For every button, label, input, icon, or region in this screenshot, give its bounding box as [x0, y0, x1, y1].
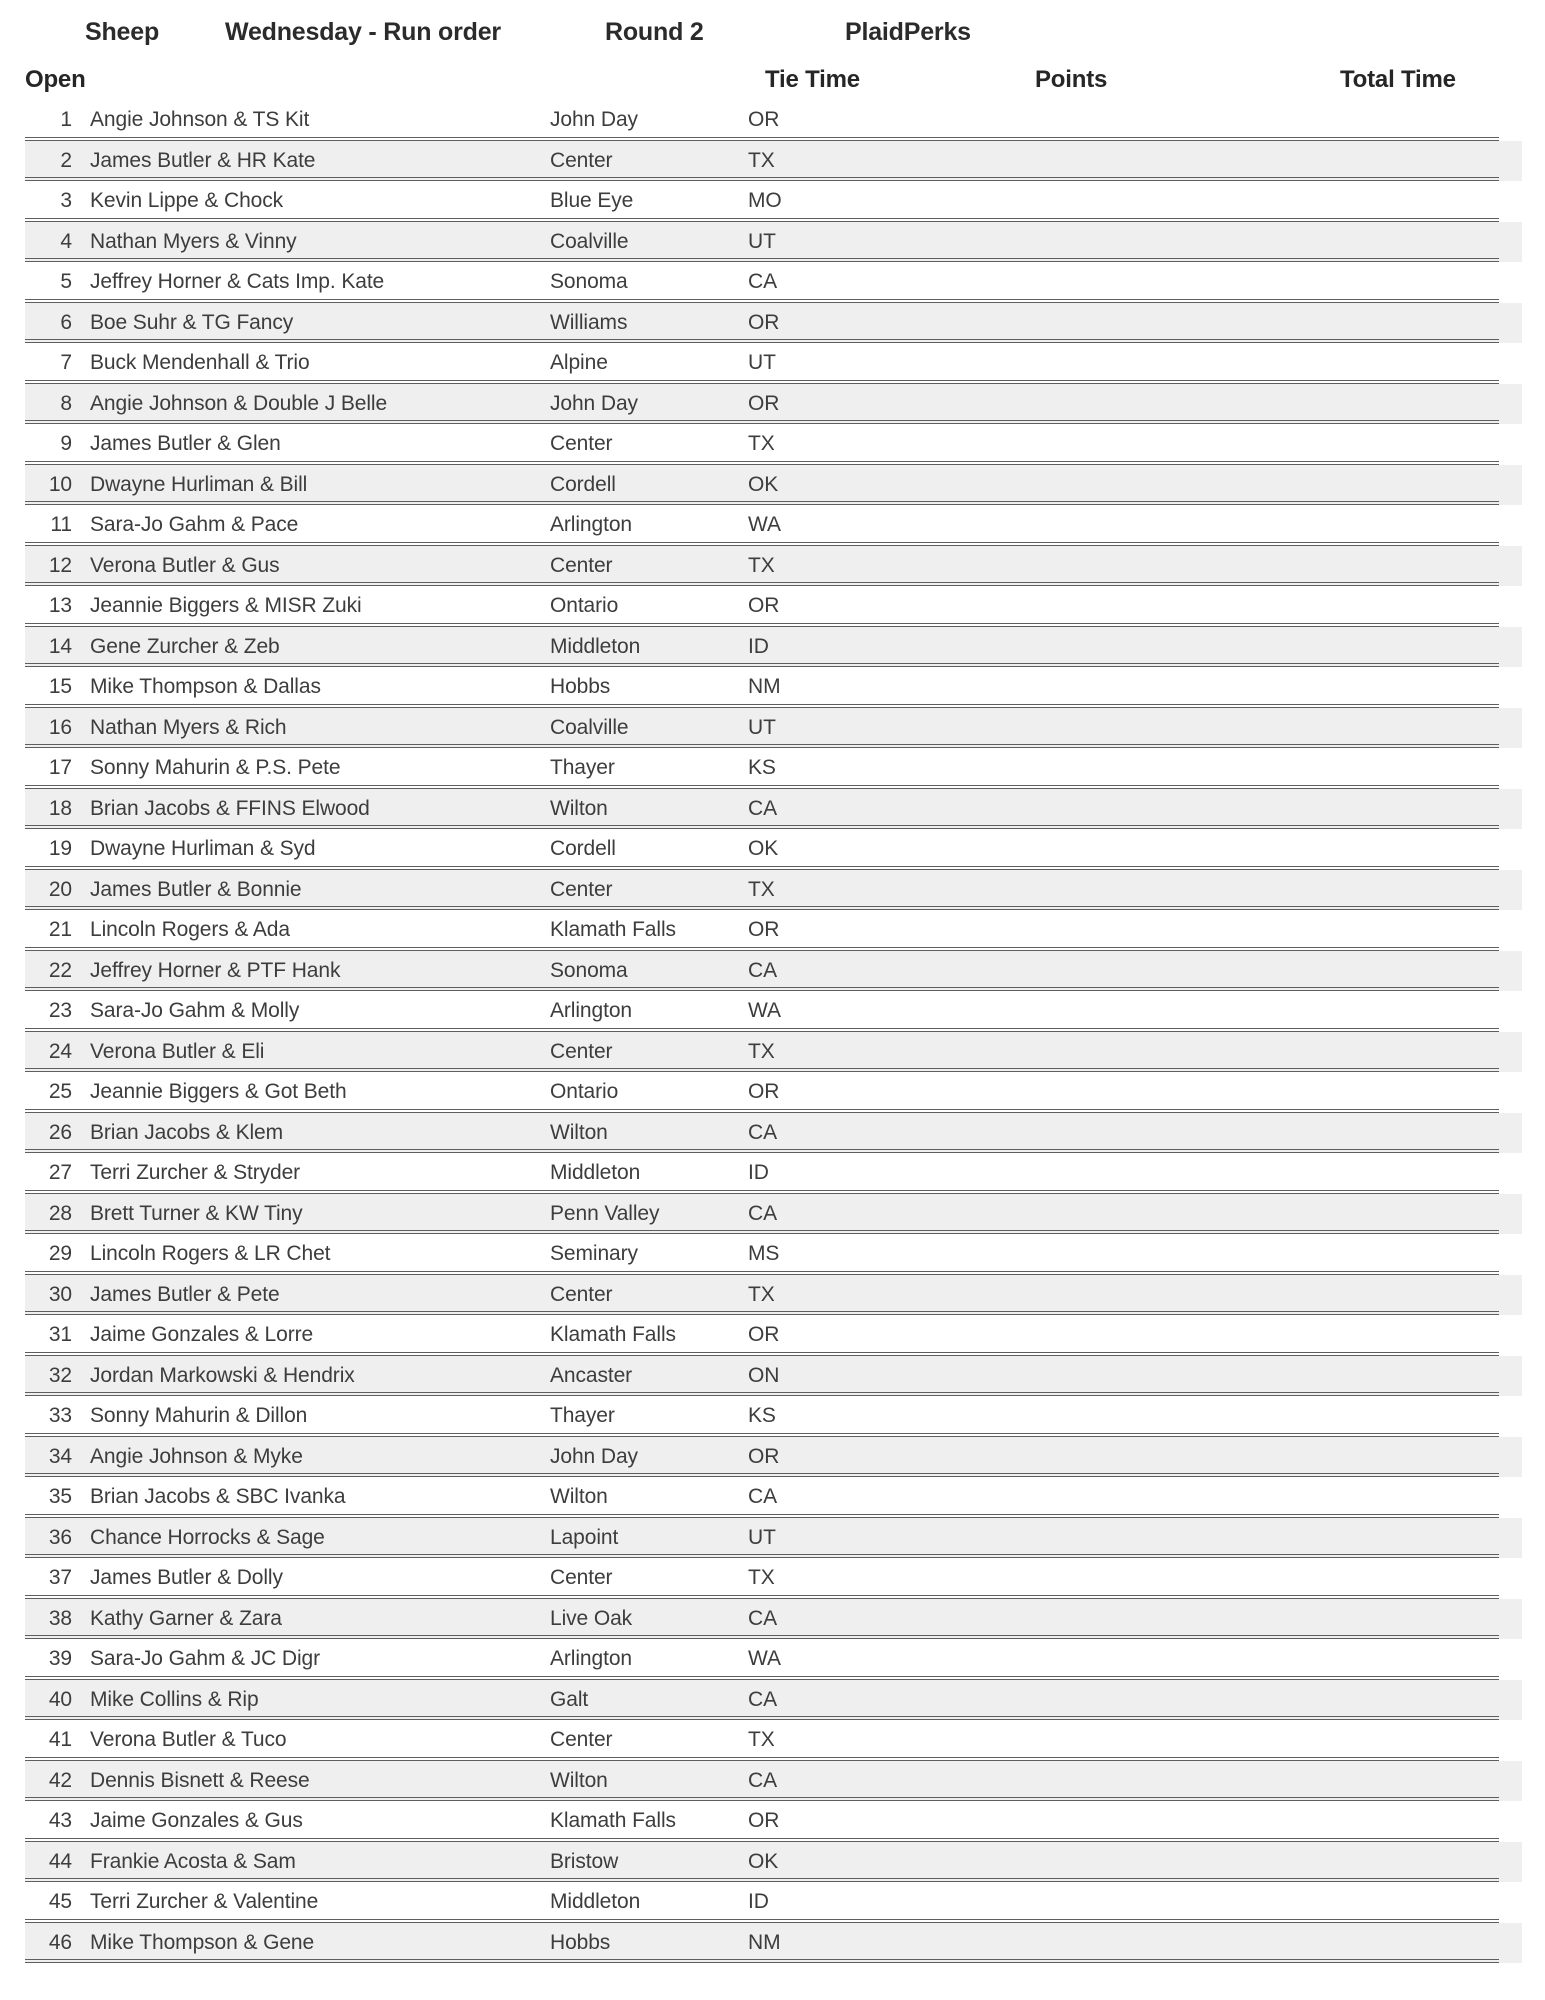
state: CA	[748, 1201, 777, 1225]
team-name: Sara-Jo Gahm & Molly	[90, 999, 300, 1023]
team-name: James Butler & Dolly	[90, 1566, 283, 1590]
row-number: 43	[48, 1809, 72, 1833]
state: OR	[748, 918, 780, 942]
run-order-row	[25, 1477, 1522, 1518]
run-order-row	[25, 1842, 1522, 1883]
city: Arlington	[550, 999, 632, 1023]
row-number: 5	[60, 270, 72, 294]
row-number: 21	[48, 918, 72, 942]
team-name: Brian Jacobs & Klem	[90, 1120, 284, 1144]
state: OR	[748, 1323, 780, 1347]
team-name: Lincoln Rogers & Ada	[90, 918, 290, 942]
run-order-row	[25, 424, 1522, 465]
state: ID	[748, 634, 769, 658]
team-name: Verona Butler & Gus	[90, 553, 280, 577]
city: Hobbs	[550, 1930, 611, 1954]
city: Wilton	[550, 1120, 608, 1144]
city: Arlington	[550, 513, 632, 537]
city: Bristow	[550, 1849, 619, 1873]
run-order-row	[25, 586, 1522, 627]
run-order-row	[25, 1032, 1522, 1073]
team-name: James Butler & Pete	[90, 1282, 280, 1306]
row-number: 27	[48, 1161, 72, 1185]
run-order-row	[25, 1275, 1522, 1316]
run-order-row	[25, 627, 1522, 668]
city: Center	[550, 877, 613, 901]
row-number: 19	[48, 837, 72, 861]
state: NM	[748, 675, 781, 699]
city: Seminary	[550, 1242, 638, 1266]
row-number: 10	[48, 472, 72, 496]
state: TX	[748, 877, 775, 901]
city: Center	[550, 432, 613, 456]
city: Live Oak	[550, 1606, 633, 1630]
row-number: 1	[60, 108, 72, 132]
row-number: 26	[48, 1120, 72, 1144]
team-name: Terri Zurcher & Stryder	[90, 1161, 301, 1185]
team-name: Jaime Gonzales & Gus	[90, 1809, 303, 1833]
row-number: 31	[48, 1323, 72, 1347]
city: John Day	[550, 391, 638, 415]
state: NM	[748, 1930, 781, 1954]
run-order-row	[25, 1234, 1522, 1275]
city: Wilton	[550, 1768, 608, 1792]
run-order-row	[25, 667, 1522, 708]
column-header-total-time: Total Time	[1340, 66, 1456, 93]
city: Alpine	[550, 351, 608, 375]
row-number: 12	[48, 553, 72, 577]
run-order-row	[25, 1153, 1522, 1194]
row-number: 15	[48, 675, 72, 699]
team-name: Angie Johnson & Double J Belle	[90, 391, 388, 415]
team-name: Kathy Garner & Zara	[90, 1606, 282, 1630]
row-number: 44	[48, 1849, 72, 1873]
run-order-row	[25, 1599, 1522, 1640]
state: UT	[748, 229, 776, 253]
run-order-row	[25, 343, 1522, 384]
state: OK	[748, 837, 779, 861]
run-order-row	[25, 465, 1522, 506]
team-name: Brian Jacobs & FFINS Elwood	[90, 796, 370, 820]
team-name: Mike Thompson & Dallas	[90, 675, 321, 699]
row-number: 2	[60, 148, 72, 172]
run-order-row	[25, 1356, 1522, 1397]
run-order-row	[25, 505, 1522, 546]
city: Galt	[550, 1687, 589, 1711]
run-order-row	[25, 1315, 1522, 1356]
state: UT	[748, 351, 776, 375]
row-number: 23	[48, 999, 72, 1023]
team-name: Gene Zurcher & Zeb	[90, 634, 280, 658]
run-order-row	[25, 222, 1522, 263]
state: MO	[748, 189, 782, 213]
state: CA	[748, 796, 777, 820]
row-number: 8	[60, 391, 72, 415]
team-name: Jeannie Biggers & Got Beth	[90, 1080, 347, 1104]
team-name: Dwayne Hurliman & Bill	[90, 472, 308, 496]
row-number: 37	[48, 1566, 72, 1590]
state: ID	[748, 1890, 769, 1914]
team-name: Jeffrey Horner & Cats Imp. Kate	[90, 270, 385, 294]
row-number: 28	[48, 1201, 72, 1225]
state: CA	[748, 270, 777, 294]
run-order-row	[25, 303, 1522, 344]
run-order-row	[25, 1801, 1522, 1842]
run-order-row	[25, 870, 1522, 911]
team-name: Sonny Mahurin & Dillon	[90, 1404, 308, 1428]
run-order-row	[25, 1882, 1522, 1923]
row-number: 33	[48, 1404, 72, 1428]
team-name: Nathan Myers & Vinny	[90, 229, 297, 253]
row-number: 36	[48, 1525, 72, 1549]
run-order-row	[25, 748, 1522, 789]
state: UT	[748, 715, 776, 739]
row-number: 24	[48, 1039, 72, 1063]
row-number: 17	[48, 756, 72, 780]
state: TX	[748, 1039, 775, 1063]
state: WA	[748, 999, 781, 1023]
team-name: Jeffrey Horner & PTF Hank	[90, 958, 341, 982]
run-order-row	[25, 1396, 1522, 1437]
team-name: Mike Thompson & Gene	[90, 1930, 315, 1954]
round-label: Round 2	[605, 18, 704, 46]
row-number: 40	[48, 1687, 72, 1711]
column-header-tie-time: Tie Time	[765, 66, 860, 93]
state: ON	[748, 1363, 780, 1387]
team-name: Chance Horrocks & Sage	[90, 1525, 325, 1549]
team-name: Terri Zurcher & Valentine	[90, 1890, 319, 1914]
team-name: Sonny Mahurin & P.S. Pete	[90, 756, 341, 780]
row-number: 39	[48, 1647, 72, 1671]
row-number: 45	[48, 1890, 72, 1914]
team-name: Brian Jacobs & SBC Ivanka	[90, 1485, 346, 1509]
state: CA	[748, 1485, 777, 1509]
team-name: Sara-Jo Gahm & Pace	[90, 513, 299, 537]
city: Thayer	[550, 1404, 615, 1428]
row-number: 4	[60, 229, 72, 253]
state: CA	[748, 1120, 777, 1144]
run-order-row	[25, 789, 1522, 830]
city: John Day	[550, 108, 638, 132]
team-name: Frankie Acosta & Sam	[90, 1849, 296, 1873]
state: KS	[748, 756, 776, 780]
team-name: Lincoln Rogers & LR Chet	[90, 1242, 331, 1266]
state: CA	[748, 958, 777, 982]
city: Wilton	[550, 796, 608, 820]
row-number: 14	[48, 634, 72, 658]
state: MS	[748, 1242, 780, 1266]
run-order-row	[25, 951, 1522, 992]
team-name: Boe Suhr & TG Fancy	[90, 310, 294, 334]
team-name: Mike Collins & Rip	[90, 1687, 259, 1711]
run-order-title: Wednesday - Run order	[225, 18, 501, 46]
city: Center	[550, 553, 613, 577]
row-number: 20	[48, 877, 72, 901]
run-order-row	[25, 1558, 1522, 1599]
run-order-row	[25, 1518, 1522, 1559]
city: Williams	[550, 310, 628, 334]
city: Penn Valley	[550, 1201, 660, 1225]
run-order-row	[25, 1720, 1522, 1761]
row-number: 35	[48, 1485, 72, 1509]
state: OK	[748, 1849, 779, 1873]
city: Klamath Falls	[550, 918, 676, 942]
team-name: Angie Johnson & TS Kit	[90, 108, 310, 132]
row-number: 46	[48, 1930, 72, 1954]
team-name: Dennis Bisnett & Reese	[90, 1768, 310, 1792]
run-order-row	[25, 546, 1522, 587]
state: WA	[748, 513, 781, 537]
run-order-row	[25, 181, 1522, 222]
city: Middleton	[550, 1161, 641, 1185]
team-name: Verona Butler & Tuco	[90, 1728, 287, 1752]
run-order-row	[25, 708, 1522, 749]
state: OR	[748, 1080, 780, 1104]
row-number: 16	[48, 715, 72, 739]
run-order-row	[25, 1072, 1522, 1113]
team-name: Buck Mendenhall & Trio	[90, 351, 310, 375]
run-order-row	[25, 1437, 1522, 1478]
city: Ontario	[550, 1080, 619, 1104]
column-header-points: Points	[1035, 66, 1108, 93]
city: Coalville	[550, 715, 629, 739]
row-number: 29	[48, 1242, 72, 1266]
state: TX	[748, 1728, 775, 1752]
city: Sonoma	[550, 958, 628, 982]
city: Thayer	[550, 756, 615, 780]
run-order-row	[25, 141, 1522, 182]
state: CA	[748, 1687, 777, 1711]
city: Wilton	[550, 1485, 608, 1509]
row-number: 6	[60, 310, 72, 334]
city: Cordell	[550, 837, 616, 861]
city: Blue Eye	[550, 189, 634, 213]
run-order-row	[25, 1923, 1522, 1964]
sponsor-name: PlaidPerks	[845, 18, 971, 46]
team-name: Jordan Markowski & Hendrix	[90, 1363, 355, 1387]
row-number: 25	[48, 1080, 72, 1104]
team-name: Kevin Lippe & Chock	[90, 189, 284, 213]
run-order-row	[25, 991, 1522, 1032]
state: TX	[748, 432, 775, 456]
state: CA	[748, 1606, 777, 1630]
state: ID	[748, 1161, 769, 1185]
state: UT	[748, 1525, 776, 1549]
city: Center	[550, 1566, 613, 1590]
state: OR	[748, 1809, 780, 1833]
city: Cordell	[550, 472, 616, 496]
column-header-open: Open	[25, 66, 86, 93]
row-number: 9	[60, 432, 72, 456]
state: OR	[748, 310, 780, 334]
run-order-row	[25, 910, 1522, 951]
city: Center	[550, 1728, 613, 1752]
state: TX	[748, 148, 775, 172]
team-name: Brett Turner & KW Tiny	[90, 1201, 303, 1225]
city: Middleton	[550, 634, 641, 658]
row-number: 22	[48, 958, 72, 982]
run-order-row	[25, 1113, 1522, 1154]
state: TX	[748, 1566, 775, 1590]
state: OK	[748, 472, 779, 496]
run-order-table	[25, 100, 1522, 1963]
row-number: 7	[60, 351, 72, 375]
city: Center	[550, 148, 613, 172]
team-name: James Butler & Bonnie	[90, 877, 302, 901]
state: KS	[748, 1404, 776, 1428]
state: OR	[748, 108, 780, 132]
row-number: 3	[60, 189, 72, 213]
city: Middleton	[550, 1890, 641, 1914]
city: Center	[550, 1039, 613, 1063]
run-order-row	[25, 384, 1522, 425]
run-order-row	[25, 1194, 1522, 1235]
team-name: Nathan Myers & Rich	[90, 715, 287, 739]
city: Arlington	[550, 1647, 632, 1671]
city: Coalville	[550, 229, 629, 253]
city: Ontario	[550, 594, 619, 618]
row-number: 38	[48, 1606, 72, 1630]
city: John Day	[550, 1444, 638, 1468]
row-number: 11	[50, 513, 72, 537]
row-number: 18	[48, 796, 72, 820]
run-order-row	[25, 1761, 1522, 1802]
event-name: Sheep	[85, 18, 160, 46]
city: Lapoint	[550, 1525, 619, 1549]
row-number: 42	[48, 1768, 72, 1792]
team-name: James Butler & HR Kate	[90, 148, 316, 172]
run-order-row	[25, 1680, 1522, 1721]
state: TX	[748, 553, 775, 577]
city: Center	[550, 1282, 613, 1306]
city: Ancaster	[550, 1363, 633, 1387]
city: Hobbs	[550, 675, 611, 699]
team-name: Jaime Gonzales & Lorre	[90, 1323, 314, 1347]
city: Sonoma	[550, 270, 628, 294]
team-name: James Butler & Glen	[90, 432, 281, 456]
city: Klamath Falls	[550, 1323, 676, 1347]
state: WA	[748, 1647, 781, 1671]
team-name: Dwayne Hurliman & Syd	[90, 837, 316, 861]
state: CA	[748, 1768, 777, 1792]
state: OR	[748, 594, 780, 618]
team-name: Verona Butler & Eli	[90, 1039, 265, 1063]
state: TX	[748, 1282, 775, 1306]
run-order-row	[25, 262, 1522, 303]
run-order-row	[25, 1639, 1522, 1680]
row-number: 13	[48, 594, 72, 618]
state: OR	[748, 391, 780, 415]
city: Klamath Falls	[550, 1809, 676, 1833]
team-name: Sara-Jo Gahm & JC Digr	[90, 1647, 321, 1671]
state: OR	[748, 1444, 780, 1468]
run-order-row	[25, 829, 1522, 870]
row-number: 34	[48, 1444, 72, 1468]
run-order-row	[25, 100, 1522, 141]
row-number: 32	[48, 1363, 72, 1387]
team-name: Jeannie Biggers & MISR Zuki	[90, 594, 362, 618]
row-number: 41	[48, 1728, 72, 1752]
row-number: 30	[48, 1282, 72, 1306]
team-name: Angie Johnson & Myke	[90, 1444, 303, 1468]
